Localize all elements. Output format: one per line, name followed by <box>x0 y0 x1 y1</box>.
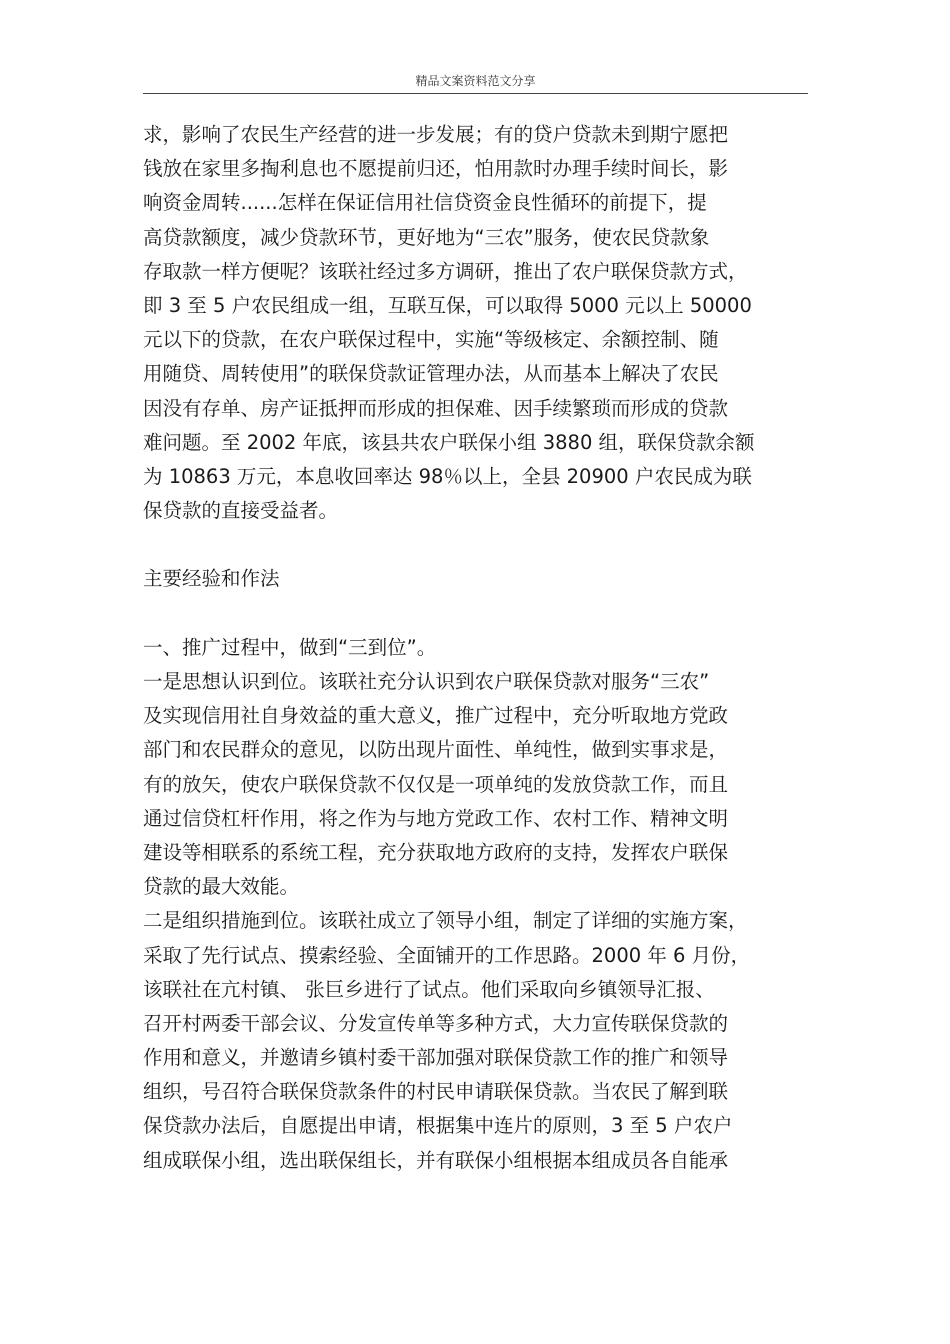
text-line: 求，影响了农民生产经营的进一步发展；有的贷户贷款未到期宁愿把 <box>143 123 729 146</box>
text-line: 即 3 至 5 户农民组成一组，互联互保，可以取得 5000 元以上 50000 <box>143 293 752 317</box>
section-title: 主要经验和作法 <box>143 567 280 591</box>
text-line: 存取款一样方便呢？该联社经过多方调研，推出了农户联保贷款方式， <box>143 259 748 283</box>
text-line: 有的放矢，使农户联保贷款不仅仅是一项单纯的发放贷款工作，而且 <box>143 772 729 796</box>
text-line: 及实现信用社自身效益的重大意义，推广过程中，充分听取地方党政 <box>143 704 729 728</box>
text-line: 组成联保小组，选出联保组长，并有联保小组根据本组成员各自能承 <box>143 1148 729 1172</box>
text-line: 因没有存单、房产证抵押而形成的担保难、因手续繁琐而形成的贷款 <box>143 396 729 420</box>
text-line: 二是组织措施到位。该联社成立了领导小组，制定了详细的实施方案， <box>143 909 748 933</box>
document-body <box>143 118 815 1178</box>
text-line: 贷款的最大效能。 <box>143 875 300 899</box>
text-line: 建设等相联系的系统工程，充分获取地方政府的支持，发挥农户联保 <box>143 840 729 864</box>
text-line: 用随贷、周转使用”的联保贷款证管理办法，从而基本上解决了农民 <box>143 362 719 386</box>
text-line: 通过信贷杠杆作用，将之作为与地方党政工作、农村工作、精神文明 <box>143 806 729 830</box>
text-line: 组织，号召符合联保贷款条件的村民申请联保贷款。当农民了解到联 <box>143 1080 729 1104</box>
paragraph-organization <box>143 904 815 1178</box>
text-line: 召开村两委干部会议、分发宣传单等多种方式，大力宣传联保贷款的 <box>143 1011 729 1035</box>
blank-line <box>143 528 815 562</box>
text-line: 为 10863 万元，本息收回率达 98％以上，全县 20900 户农民成为联 <box>143 464 752 488</box>
blank-line <box>143 597 815 631</box>
text-line: 钱放在家里多掏利息也不愿提前归还，怕用款时办理手续时间长，影 <box>143 157 729 181</box>
text-line: 元以下的贷款，在农户联保过程中，实施“等级核定、余额控制、随 <box>143 328 719 352</box>
text-line: 部门和农民群众的意见，以防出现片面性、单纯性，做到实事求是， <box>143 738 729 762</box>
text-line: 采取了先行试点、摸索经验、全面铺开的工作思路。2000 年 6 月份， <box>143 943 751 967</box>
text-line: 一是思想认识到位。该联社充分认识到农户联保贷款对服务“三农” <box>143 670 710 693</box>
page-header: 精品文案资料范文分享 <box>415 74 536 88</box>
text-line: 作用和意义，并邀请乡镇村委干部加强对联保贷款工作的推广和领导 <box>143 1046 729 1070</box>
text-line: 难问题。至 2002 年底，该县共农户联保小组 3880 组，联保贷款余额 <box>143 430 755 454</box>
text-line: 保贷款办法后，自愿提出申请，根据集中连片的原则，3 至 5 户农户 <box>143 1114 733 1138</box>
paragraph-thinking <box>143 665 815 904</box>
subsection-title: 一、推广过程中，做到“三到位”。 <box>143 635 437 659</box>
text-line: 响资金周转......怎样在保证信用社信贷资金良性循环的前提下，提 <box>143 191 707 215</box>
paragraph-intro <box>143 118 815 528</box>
header-divider <box>143 93 808 94</box>
text-line: 保贷款的直接受益者。 <box>143 499 339 523</box>
text-line: 高贷款额度，减少贷款环节，更好地为“三农”服务，使农民贷款象 <box>143 225 710 249</box>
text-line: 该联社在亢村镇、 张巨乡进行了试点。他们采取向乡镇领导汇报、 <box>143 977 715 1001</box>
